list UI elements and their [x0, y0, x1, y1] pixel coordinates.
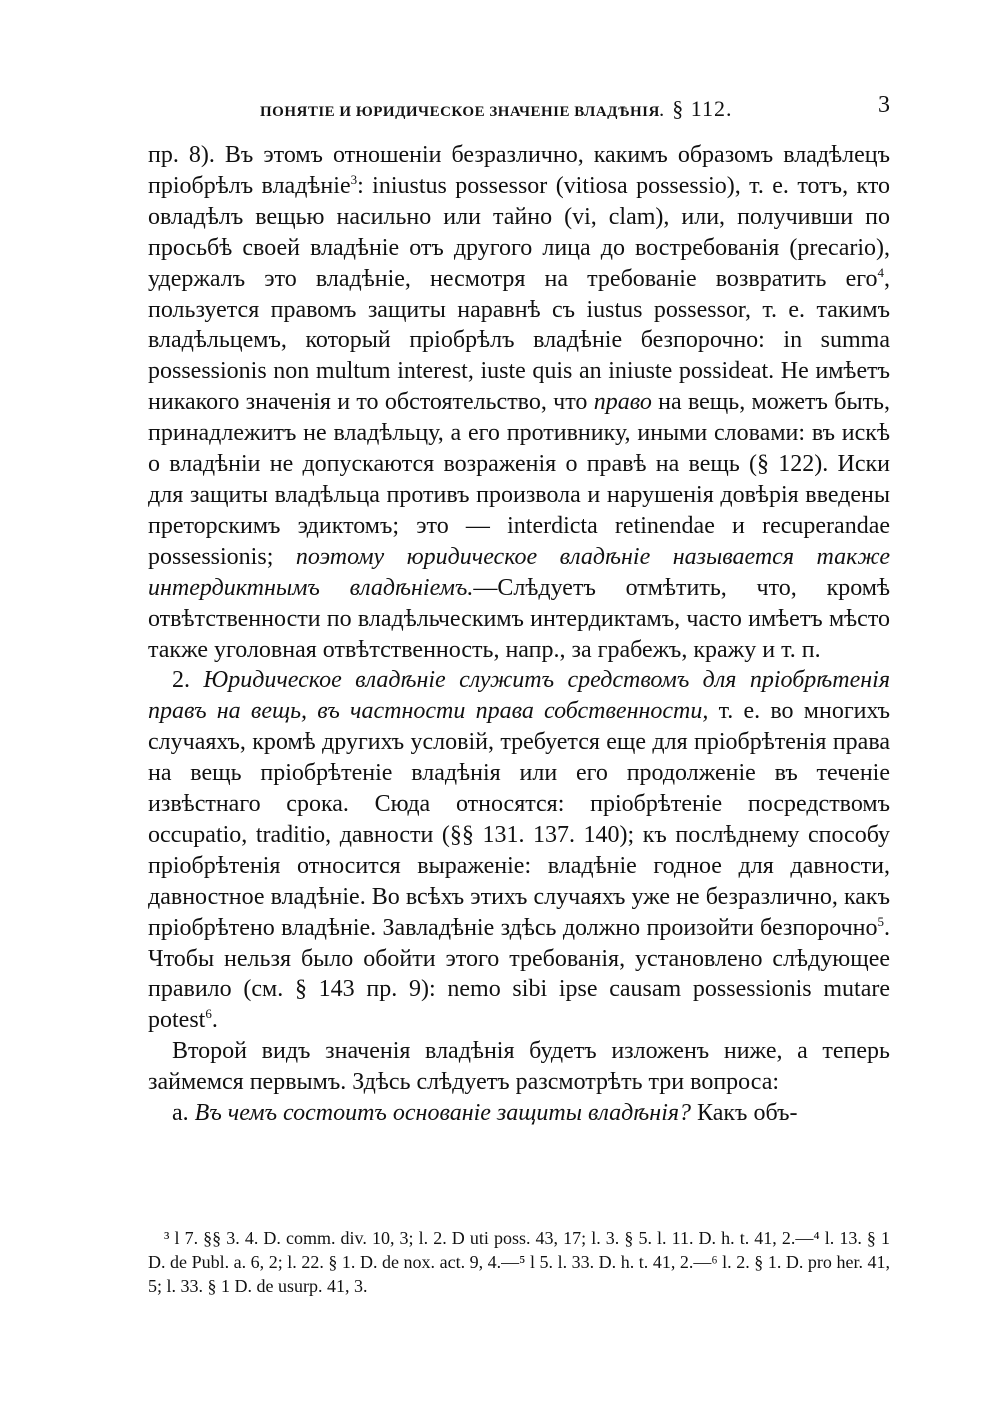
page-number: 3	[878, 92, 890, 118]
page-header	[160, 92, 890, 124]
paragraph-1: пр. 8). Въ этомъ отношеніи безразлично, какимъ образомъ владѣлецъ пріобрѣлъ владѣніе$^3$: iniustus possessor (vitiosa possessio), т. е. тотъ, кто овладѣлъ вещью насильно или тайно (vi, clam), или, получивши по просьбѣ своей владѣніе отъ другого лица до востребованія (precario), удержалъ это владѣніе, несмотря на требованіе возвратить его$^4$, пользуется правомъ защиты наравнѣ съ iustus possessor, т. е. такимъ владѣльцемъ, который пріобрѣлъ владѣніе безпорочно: in summa possessionis non multum interest, iuste quis an iniuste possideat. Не имѣетъ никакого значенія и то обстоятельство, что право на вещь, можетъ быть, принадлежитъ не владѣльцу, а его противнику, иными словами: въ искѣ о владѣніи не допускаются возраженія о правѣ на вещь (§ 122). Иски для защиты владѣльца противъ произвола и нарушенія довѣрія введены преторскимъ эдиктомъ; это — interdicta retinendae и recuperandae possessionis; поэтому юридическое владѣніе называется также интердиктнымъ владѣніемъ.—Слѣдуетъ отмѣтить, что, кромѣ отвѣтственности по владѣльческимъ интердиктамъ, часто имѣетъ мѣсто также уголовная отвѣтственность, напр., за грабежъ, кражу и т. п.	[148, 142, 891, 663]
footnote-text: ³ l 7. §§ 3. 4. D. comm. div. 10, 3; l. 2. D uti poss. 43, 17; l. 3. § 5. l. 11. D. h. t. 41, 2.—⁴ l. 13. § 1 D. de Publ. a. 6, 2; l. 22. § 1. D. de nox. act. 9, 4.—⁵ l 5. l. 33. D. h. t. 41, 2.—⁶ l. 2. § 1. D. pro her. 41, 5; l. 33. § 1 D. de usurp. 41, 3.	[148, 1228, 890, 1296]
emphasis-text: поэтому юридическое владѣніе называется также интердиктнымъ владѣніемъ.	[148, 543, 890, 601]
emphasis-text: Въ чемъ состоитъ основаніе защиты владѣнія?	[194, 1100, 692, 1127]
emphasis-text: Юридическое владѣніе служитъ средствомъ для пріобрѣтенія правъ на вещь, въ частности права собственности,	[148, 667, 891, 725]
footnote-ref-6: 6	[205, 1006, 212, 1022]
footnote-ref-3: 3	[350, 171, 358, 187]
section-number: § 112.	[672, 96, 733, 121]
footnote-ref-5: 5	[877, 913, 884, 929]
footnotes	[148, 1226, 890, 1298]
paragraph-4: а. Въ чемъ состоитъ основаніе защиты владѣнія? Какъ объ-	[172, 1100, 798, 1127]
page-body	[148, 140, 890, 1129]
paragraph-2: 2. Юридическое владѣніе служитъ средствомъ для пріобрѣтенія правъ на вещь, въ частности права собственности, т. е. во многихъ случаяхъ, кромѣ другихъ условій, требуется еще для пріобрѣтенія права на вещь пріобрѣтеніе владѣнія или его продолженіе въ теченіе извѣстнаго срока. Сюда относятся: пріобрѣтеніе посредствомъ occupatio, traditio, давности (§§ 131. 137. 140); къ послѣднему способу пріобрѣтенія относится выраженіе: владѣніе годное для давности, давностное владѣніе. Во всѣхъ этихъ случаяхъ уже не безразлично, какъ пріобрѣтено владѣніе. Завладѣніе здѣсь должно произойти безпорочно$^5$. Чтобы нельзя было обойти этого требованія, установлено слѣдующее правило (см. § 143 пр. 9): nemo sibi ipse causam possessionis mutare potest$^6$.	[148, 667, 891, 1034]
footnote-ref-4: 4	[877, 264, 884, 280]
paragraph-3: Второй видъ значенія владѣнія будетъ изложенъ ниже, а теперь займемся первымъ. Здѣсь слѣдуетъ разсмотрѣть три вопроса:	[148, 1038, 890, 1096]
running-title: ПОНЯТІЕ И ЮРИДИЧЕСКОЕ ЗНАЧЕНІЕ ВЛАДѢНІЯ. § 112.	[260, 96, 733, 121]
